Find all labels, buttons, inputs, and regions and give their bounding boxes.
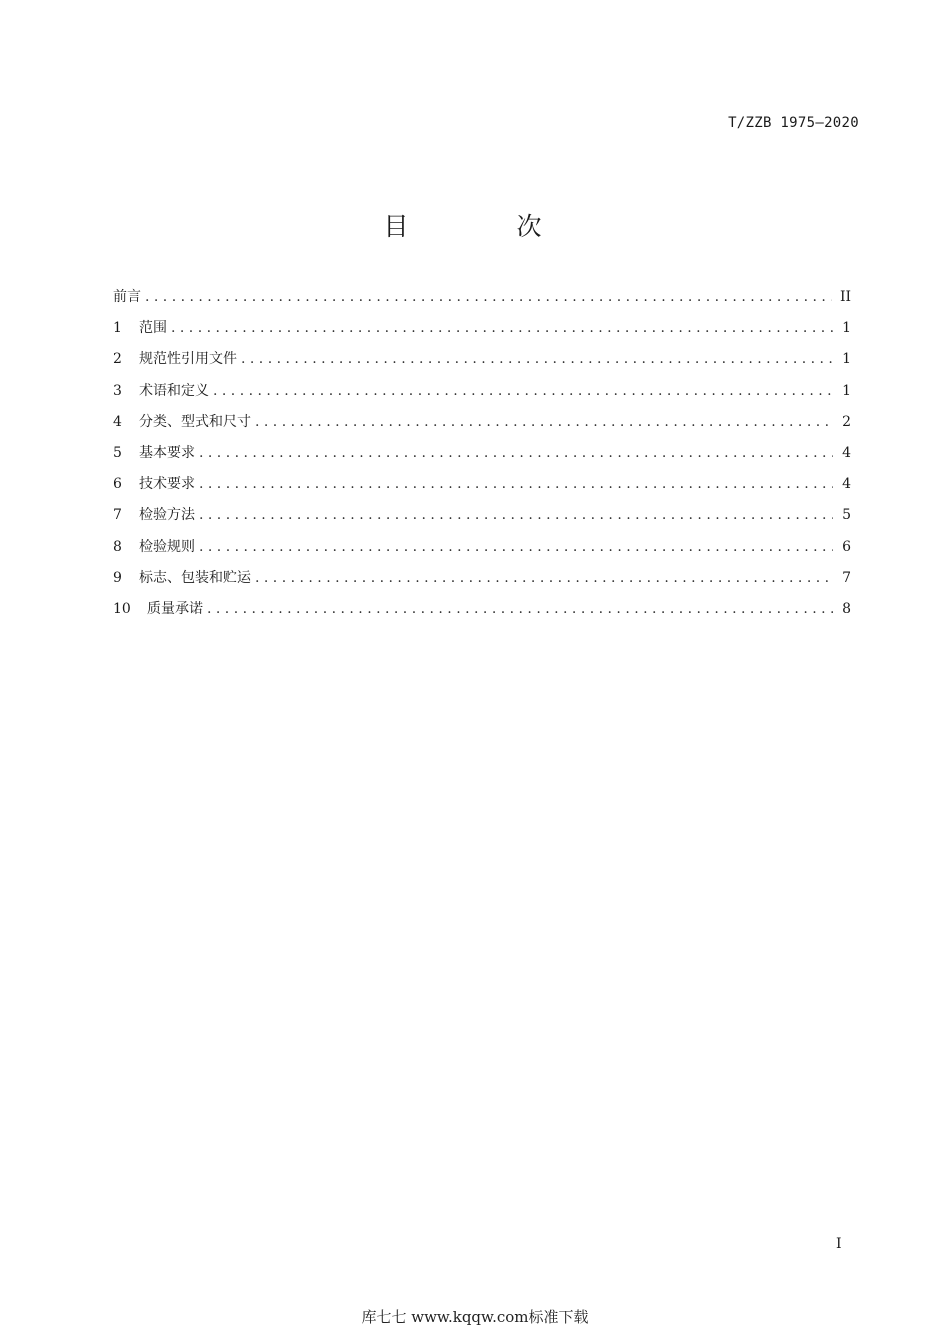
toc-entry-page: 4 [842,476,851,493]
toc-entry-normative-references[interactable] [113,349,851,380]
page-number: I [836,1236,842,1252]
toc-entry-page: 4 [842,444,851,461]
toc-title: 目 次 [383,212,592,241]
toc-entry-number: 3 [113,382,122,399]
toc-entry-page: 1 [842,382,851,399]
toc-leader-dots [207,599,833,619]
toc-entry-number: 8 [113,538,122,555]
toc-entry-number: 9 [113,569,122,586]
toc-entry-text: 分类、型式和尺寸 [139,413,251,430]
toc-entry-number: 1 [113,320,122,337]
toc-entry-page: 5 [842,507,851,524]
toc-leader-dots [171,318,833,338]
toc-entry-page: 7 [842,569,851,586]
toc-entry-number: 4 [113,413,122,430]
toc-entry-page: 2 [842,413,851,430]
toc-leader-dots [199,474,833,494]
toc-entry-page: 1 [842,320,851,337]
toc-entry-text: 质量承诺 [147,600,203,617]
toc-entry-number: 6 [113,476,122,493]
toc-entry-number: 5 [113,444,122,461]
toc-entry-number: 10 [113,600,131,617]
toc-leader-dots [145,287,832,307]
toc-entry-page: 1 [842,351,851,368]
toc-entry-inspection-rules[interactable] [113,537,851,568]
toc-entry-foreword[interactable] [113,287,851,318]
toc-entry-text: 标志、包装和贮运 [139,569,251,586]
toc-leader-dots [199,537,833,557]
toc-entry-page: 6 [842,538,851,555]
toc-entry-page: II [839,289,851,305]
toc-leader-dots [199,443,833,463]
toc-entry-text: 基本要求 [139,444,195,461]
toc-leader-dots [255,568,833,588]
toc-list [113,287,851,630]
toc-entry-text: 范围 [139,320,167,337]
toc-leader-dots [213,381,833,401]
toc-entry-number: 2 [113,351,122,368]
toc-leader-dots [199,505,833,525]
toc-entry-technical-requirements[interactable] [113,474,851,505]
toc-entry-classification[interactable] [113,412,851,443]
toc-entry-text: 技术要求 [139,476,195,493]
toc-entry-marking-packaging[interactable] [113,568,851,599]
toc-entry-text: 前言 [113,289,141,305]
toc-entry-text: 术语和定义 [139,382,209,399]
toc-entry-page: 8 [842,600,851,617]
toc-entry-basic-requirements[interactable] [113,443,851,474]
document-code: T/ZZB 1975—2020 [728,115,859,131]
toc-entry-text: 检验方法 [139,507,195,524]
toc-entry-scope[interactable] [113,318,851,349]
watermark-text: 库七七 www.kqqw.com标准下载 [361,1308,589,1326]
toc-entry-text: 规范性引用文件 [139,351,237,368]
toc-entry-number: 7 [113,507,122,524]
toc-entry-terms-definitions[interactable] [113,381,851,412]
toc-leader-dots [241,349,833,369]
toc-entry-text: 检验规则 [139,538,195,555]
toc-entry-test-methods[interactable] [113,505,851,536]
toc-leader-dots [255,412,833,432]
toc-entry-quality-commitment[interactable] [113,599,851,630]
